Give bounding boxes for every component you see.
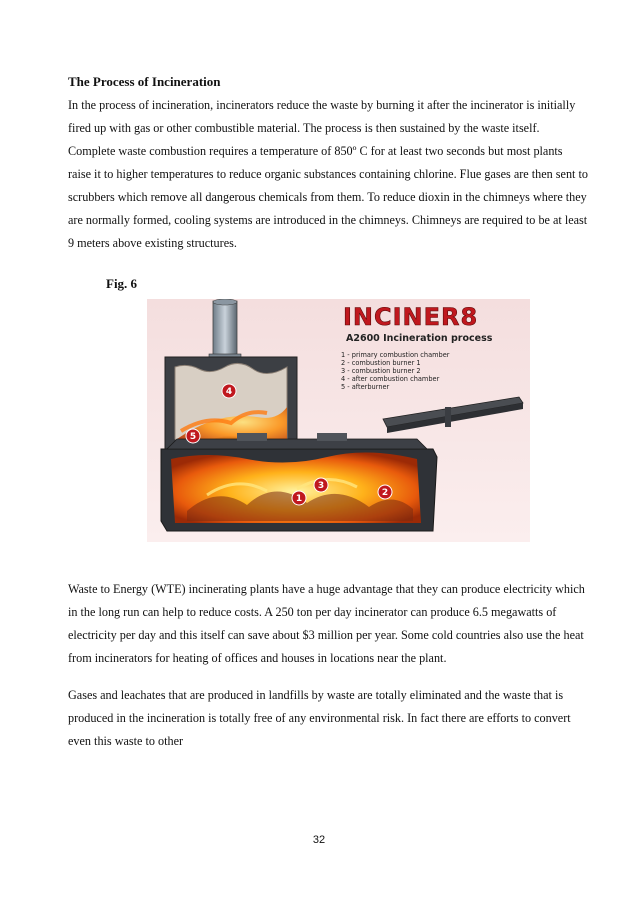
marker-2: [378, 485, 392, 499]
section-heading: The Process of Incineration: [68, 74, 221, 89]
svg-text:2: 2: [381, 488, 389, 498]
incinerator-figure: [147, 299, 530, 542]
legend-item: 1 - primary combustion chamber: [341, 351, 450, 359]
marker-4: [222, 384, 236, 398]
svg-text:3: 3: [317, 481, 325, 491]
figure-label: Fig. 6: [106, 276, 138, 291]
marker-5: [186, 429, 200, 443]
figure-subtitle: A2600 Incineration process: [346, 333, 493, 344]
legend-item: 5 - afterburner: [341, 383, 390, 391]
page-number: 32: [312, 834, 326, 846]
marker-1: [292, 491, 306, 505]
incinerator-logo: INCINER8: [343, 303, 479, 331]
marker-3: [314, 478, 328, 492]
paragraph-waste-to-energy: Waste to Energy (WTE) incinerating plants have a huge advantage that they can produce electricity which in the long run can help to reduce costs. A 250 ton per day incinerator can produce 6.5 megawatts of electricity per day and this itself can save about $3 million per year. Some cold countries also use the heat from incinerators for heating of offices and houses in locations near the plant.: [68, 582, 585, 665]
paragraph-incineration-process: In the process of incineration, incinerators reduce the waste by burning it after the incinerator is initially fired up with gas or other combustible material. The process is then sustained by the waste itself. Complete waste combustion requires a temperature of 850º C for at least two seconds but most plants raise it to higher temperatures to reduce organic substances containing chlorine. Flue gases are then sent to scrubbers which remove all dangerous chemicals from them. To reduce dioxin in the chimneys where they are normally formed, cooling systems are introduced in the chimneys. Chimneys are required to be at least 9 meters above existing structures.: [68, 98, 588, 250]
after-combustion-chamber: [165, 357, 297, 449]
chimney: [209, 299, 241, 362]
legend-item: 4 - after combustion chamber: [341, 375, 440, 383]
paragraph-landfill-gases: Gases and leachates that are produced in landfills by waste are totally eliminated and the waste that is produced in the incineration is totally free of any environmental risk. In fact there are efforts to convert even this waste to other: [68, 688, 571, 748]
primary-combustion-chamber: [161, 433, 437, 531]
svg-text:1: 1: [295, 494, 303, 504]
legend-item: 2 - combustion burner 1: [341, 359, 421, 367]
svg-text:4: 4: [225, 387, 233, 397]
svg-text:5: 5: [189, 432, 197, 442]
legend-item: 3 - combustion burner 2: [341, 367, 421, 375]
